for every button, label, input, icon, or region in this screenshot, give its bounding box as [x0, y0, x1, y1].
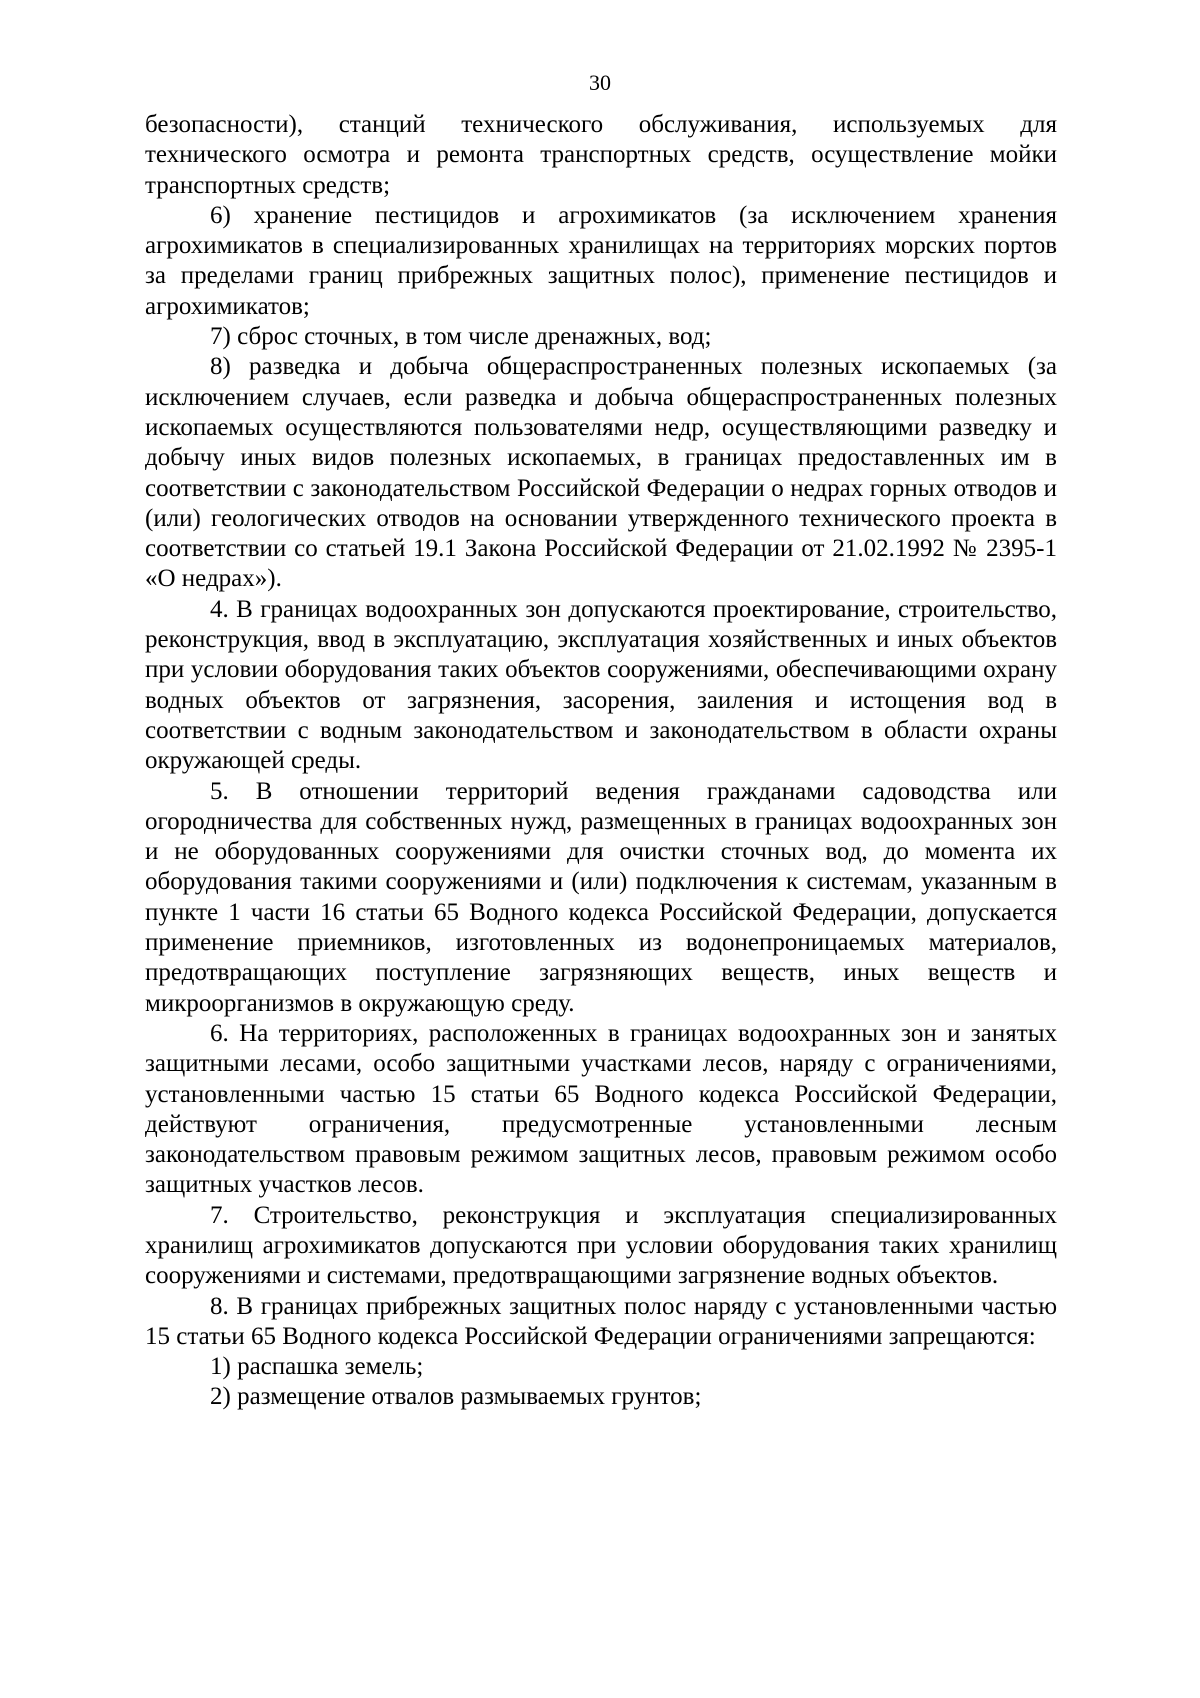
paragraph: 6. На территориях, расположенных в границах водоохранных зон и занятых защитными лесами, особо защитными участками лесов, наряду с ограничениями, установленными частью 15 статьи 65 Водного кодекса Российской Федерации, действуют ограничения, предусмотренные установленными лесным законодательством правовым режимом защитных лесов, правовым режимом особо защитных участков лесов.: [145, 1019, 1057, 1199]
paragraph: 5. В отношении территорий ведения гражданами садоводства или огородничества для собственных нужд, размещенных в границах водоохранных зон и не оборудованных сооружениями для очистки сточных вод, до момента их оборудования такими сооружениями и (или) подключения к системам, указанным в пункте 1 части 16 статьи 65 Водного кодекса Российской Федерации, допускается применение приемников, изготовленных из водонепроницаемых материалов, предотвращающих поступление загрязняющих веществ, иных веществ и микроорганизмов в окружающую среду.: [145, 777, 1057, 1017]
page-number: 30: [589, 70, 611, 95]
paragraph: безопасности), станций технического обслуживания, используемых для технического осмотра и ремонта транспортных средств, осуществление мойки транспортных средств;: [145, 111, 1057, 199]
document-body: [145, 110, 1057, 1413]
paragraph: 8. В границах прибрежных защитных полос наряду с установленными частью 15 статьи 65 Водного кодекса Российской Федерации ограничениями запрещаются:: [145, 1292, 1057, 1350]
paragraph: 8) разведка и добыча общераспространенных полезных ископаемых (за исключением случаев, если разведка и добыча общераспространенных полезных ископаемых осуществляются пользователями недр, осуществляющими разведку и добычу иных видов полезных ископаемых, в границах предоставленных им в соответствии с законодательством Российской Федерации о недрах горных отводов и (или) геологических отводов на основании утвержденного технического проекта в соответствии со статьей 19.1 Закона Российской Федерации от 21.02.1992 № 2395-1 «О недрах»).: [145, 353, 1057, 593]
paragraph: 1) распашка земель;: [210, 1353, 424, 1381]
paragraph: 7. Строительство, реконструкция и эксплуатация специализированных хранилищ агрохимикатов допускаются при условии оборудования таких хранилищ сооружениями и системами, предотвращающими загрязнение водных объектов.: [145, 1201, 1057, 1290]
paragraph: 6) хранение пестицидов и агрохимикатов (за исключением хранения агрохимикатов в специализированных хранилищах на территориях морских портов за пределами границ прибрежных защитных полос), применение пестицидов и агрохимикатов;: [145, 201, 1057, 320]
paragraph: 7) сброс сточных, в том числе дренажных, вод;: [210, 323, 712, 351]
paragraph: 4. В границах водоохранных зон допускаются проектирование, строительство, реконструкция, ввод в эксплуатацию, эксплуатация хозяйственных и иных объектов при условии оборудования таких объектов сооружениями, обеспечивающими охрану водных объектов от загрязнения, засорения, заиления и истощения вод в соответствии с водным законодательством и законодательством в области охраны окружающей среды.: [145, 595, 1057, 775]
paragraph: 2) размещение отвалов размываемых грунтов;: [210, 1383, 702, 1411]
